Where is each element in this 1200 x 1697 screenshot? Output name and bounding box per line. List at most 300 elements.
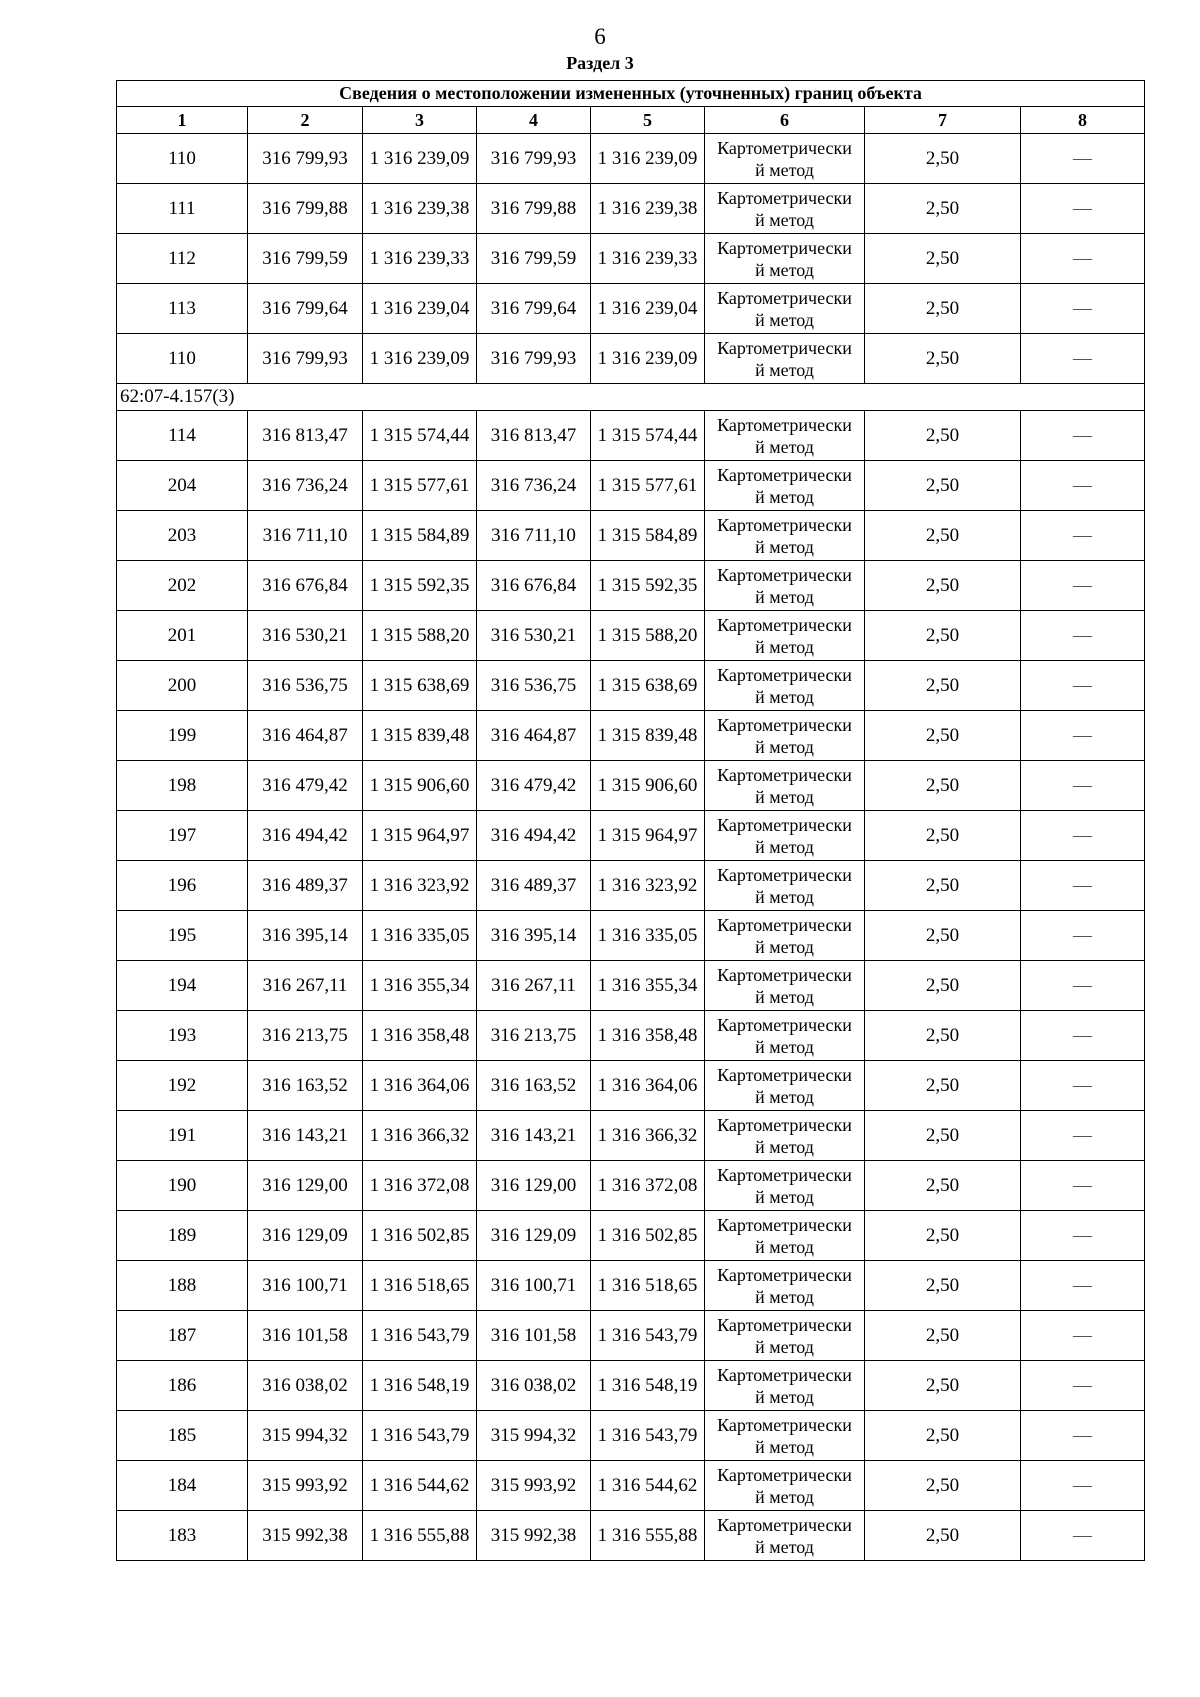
- method-text-line2: й метод: [755, 836, 814, 857]
- method-text-line1: Картометрически: [717, 237, 852, 258]
- method-text-line2: й метод: [755, 886, 814, 907]
- method-cell: [705, 1461, 865, 1511]
- section-title: Раздел 3: [566, 53, 634, 73]
- method-cell: [705, 911, 865, 961]
- y-refined-cell: 1 316 239,04: [591, 284, 705, 334]
- accuracy-cell: 2,50: [865, 1161, 1021, 1211]
- method-text-line1: Картометрически: [717, 814, 852, 835]
- point-number-cell: 189: [117, 1211, 248, 1261]
- description-cell: —: [1021, 1011, 1145, 1061]
- description-cell: —: [1021, 134, 1145, 184]
- description-cell: —: [1021, 911, 1145, 961]
- x-refined-cell: 316 711,10: [477, 511, 591, 561]
- y-existing-cell: 1 315 839,48: [363, 711, 477, 761]
- point-number-cell: 114: [117, 411, 248, 461]
- table-row: [117, 1511, 1145, 1561]
- accuracy-cell: 2,50: [865, 461, 1021, 511]
- y-refined-cell: 1 316 358,48: [591, 1011, 705, 1061]
- point-number-cell: 184: [117, 1461, 248, 1511]
- x-existing-cell: 316 736,24: [248, 461, 363, 511]
- accuracy-cell: 2,50: [865, 511, 1021, 561]
- method-text-line1: Картометрически: [717, 1414, 852, 1435]
- table-row: [117, 234, 1145, 284]
- method-cell: [705, 1061, 865, 1111]
- column-header: 1: [117, 107, 248, 134]
- method-text-line1: Картометрически: [717, 514, 852, 535]
- y-refined-cell: 1 316 555,88: [591, 1511, 705, 1561]
- method-cell: [705, 1261, 865, 1311]
- accuracy-cell: 2,50: [865, 961, 1021, 1011]
- y-existing-cell: 1 316 239,09: [363, 134, 477, 184]
- method-text-line1: Картометрически: [717, 1314, 852, 1335]
- point-number-cell: 112: [117, 234, 248, 284]
- method-text-line2: й метод: [755, 986, 814, 1007]
- method-text-line2: й метод: [755, 1486, 814, 1507]
- x-refined-cell: 316 799,93: [477, 334, 591, 384]
- description-cell: —: [1021, 961, 1145, 1011]
- description-cell: —: [1021, 334, 1145, 384]
- x-existing-cell: 316 267,11: [248, 961, 363, 1011]
- description-cell: —: [1021, 1061, 1145, 1111]
- column-header: 5: [591, 107, 705, 134]
- y-refined-cell: 1 316 518,65: [591, 1261, 705, 1311]
- method-text-line1: Картометрически: [717, 614, 852, 635]
- y-existing-cell: 1 316 555,88: [363, 1511, 477, 1561]
- x-existing-cell: 316 494,42: [248, 811, 363, 861]
- method-text-line2: й метод: [755, 1186, 814, 1207]
- method-cell: [705, 1511, 865, 1561]
- point-number-cell: 198: [117, 761, 248, 811]
- method-cell: [705, 411, 865, 461]
- table-row: [117, 1411, 1145, 1461]
- y-refined-cell: 1 316 239,33: [591, 234, 705, 284]
- y-refined-cell: 1 316 502,85: [591, 1211, 705, 1261]
- column-header: 3: [363, 107, 477, 134]
- method-cell: [705, 234, 865, 284]
- column-header: 7: [865, 107, 1021, 134]
- y-existing-cell: 1 316 239,04: [363, 284, 477, 334]
- x-refined-cell: 315 992,38: [477, 1511, 591, 1561]
- x-existing-cell: 316 799,64: [248, 284, 363, 334]
- table-row: [117, 511, 1145, 561]
- method-text-line1: Картометрически: [717, 1114, 852, 1135]
- method-cell: [705, 461, 865, 511]
- x-refined-cell: 316 038,02: [477, 1361, 591, 1411]
- y-refined-cell: 1 316 544,62: [591, 1461, 705, 1511]
- description-cell: —: [1021, 511, 1145, 561]
- method-text-line2: й метод: [755, 636, 814, 657]
- x-refined-cell: 316 736,24: [477, 461, 591, 511]
- method-text-line1: Картометрически: [717, 1264, 852, 1285]
- y-refined-cell: 1 316 543,79: [591, 1311, 705, 1361]
- method-text-line1: Картометрически: [717, 1464, 852, 1485]
- accuracy-cell: 2,50: [865, 611, 1021, 661]
- accuracy-cell: 2,50: [865, 1311, 1021, 1361]
- accuracy-cell: 2,50: [865, 661, 1021, 711]
- x-existing-cell: 316 129,00: [248, 1161, 363, 1211]
- y-refined-cell: 1 316 548,19: [591, 1361, 705, 1411]
- x-existing-cell: 316 799,88: [248, 184, 363, 234]
- x-refined-cell: 316 395,14: [477, 911, 591, 961]
- method-cell: [705, 1311, 865, 1361]
- table-row: [117, 1011, 1145, 1061]
- y-existing-cell: 1 316 543,79: [363, 1411, 477, 1461]
- table-row: [117, 961, 1145, 1011]
- method-cell: [705, 561, 865, 611]
- method-text-line1: Картометрически: [717, 1514, 852, 1535]
- x-existing-cell: 316 213,75: [248, 1011, 363, 1061]
- method-text-line2: й метод: [755, 1536, 814, 1557]
- table-row: [117, 1161, 1145, 1211]
- table-row: [117, 1111, 1145, 1161]
- accuracy-cell: 2,50: [865, 1411, 1021, 1461]
- accuracy-cell: 2,50: [865, 711, 1021, 761]
- x-existing-cell: 316 101,58: [248, 1311, 363, 1361]
- point-number-cell: 204: [117, 461, 248, 511]
- table-row: [117, 411, 1145, 461]
- table-row: [117, 284, 1145, 334]
- table-row: [117, 811, 1145, 861]
- x-existing-cell: 316 100,71: [248, 1261, 363, 1311]
- x-existing-cell: 316 489,37: [248, 861, 363, 911]
- y-refined-cell: 1 316 323,92: [591, 861, 705, 911]
- method-text-line2: й метод: [755, 209, 814, 230]
- table-row: [117, 661, 1145, 711]
- description-cell: —: [1021, 461, 1145, 511]
- x-existing-cell: 315 994,32: [248, 1411, 363, 1461]
- x-existing-cell: 316 395,14: [248, 911, 363, 961]
- y-refined-cell: 1 315 574,44: [591, 411, 705, 461]
- x-existing-cell: 316 813,47: [248, 411, 363, 461]
- y-existing-cell: 1 315 964,97: [363, 811, 477, 861]
- x-existing-cell: 316 530,21: [248, 611, 363, 661]
- point-number-cell: 200: [117, 661, 248, 711]
- y-refined-cell: 1 316 239,38: [591, 184, 705, 234]
- method-text-line1: Картометрически: [717, 137, 852, 158]
- x-refined-cell: 316 530,21: [477, 611, 591, 661]
- y-existing-cell: 1 316 502,85: [363, 1211, 477, 1261]
- description-cell: —: [1021, 284, 1145, 334]
- x-existing-cell: 316 163,52: [248, 1061, 363, 1111]
- method-text-line1: Картометрически: [717, 187, 852, 208]
- description-cell: —: [1021, 611, 1145, 661]
- y-existing-cell: 1 316 239,38: [363, 184, 477, 234]
- accuracy-cell: 2,50: [865, 761, 1021, 811]
- method-cell: [705, 511, 865, 561]
- method-text-line1: Картометрически: [717, 287, 852, 308]
- method-text-line1: Картометрически: [717, 1164, 852, 1185]
- accuracy-cell: 2,50: [865, 184, 1021, 234]
- point-number-cell: 113: [117, 284, 248, 334]
- x-refined-cell: 316 799,93: [477, 134, 591, 184]
- x-existing-cell: 316 799,93: [248, 134, 363, 184]
- point-number-cell: 111: [117, 184, 248, 234]
- method-text-line2: й метод: [755, 536, 814, 557]
- method-text-line2: й метод: [755, 359, 814, 380]
- y-existing-cell: 1 316 355,34: [363, 961, 477, 1011]
- y-refined-cell: 1 316 355,34: [591, 961, 705, 1011]
- method-text-line2: й метод: [755, 936, 814, 957]
- y-existing-cell: 1 316 323,92: [363, 861, 477, 911]
- x-existing-cell: 316 536,75: [248, 661, 363, 711]
- accuracy-cell: 2,50: [865, 334, 1021, 384]
- description-cell: —: [1021, 1461, 1145, 1511]
- method-text-line2: й метод: [755, 736, 814, 757]
- table-row: [117, 1261, 1145, 1311]
- x-refined-cell: 316 267,11: [477, 961, 591, 1011]
- accuracy-cell: 2,50: [865, 1511, 1021, 1561]
- description-cell: —: [1021, 1111, 1145, 1161]
- description-cell: —: [1021, 1411, 1145, 1461]
- table-body: [117, 134, 1145, 1561]
- method-text-line1: Картометрически: [717, 564, 852, 585]
- method-text-line1: Картометрически: [717, 914, 852, 935]
- column-header: 2: [248, 107, 363, 134]
- description-cell: —: [1021, 561, 1145, 611]
- description-cell: —: [1021, 861, 1145, 911]
- table-row: [117, 1211, 1145, 1261]
- description-cell: —: [1021, 661, 1145, 711]
- y-refined-cell: 1 315 638,69: [591, 661, 705, 711]
- table-row: [117, 761, 1145, 811]
- description-cell: —: [1021, 1511, 1145, 1561]
- point-number-cell: 192: [117, 1061, 248, 1111]
- y-existing-cell: 1 315 638,69: [363, 661, 477, 711]
- method-text-line1: Картометрически: [717, 414, 852, 435]
- x-existing-cell: 316 143,21: [248, 1111, 363, 1161]
- x-refined-cell: 316 494,42: [477, 811, 591, 861]
- y-refined-cell: 1 316 366,32: [591, 1111, 705, 1161]
- y-existing-cell: 1 316 364,06: [363, 1061, 477, 1111]
- y-refined-cell: 1 315 839,48: [591, 711, 705, 761]
- accuracy-cell: 2,50: [865, 861, 1021, 911]
- method-text-line1: Картометрически: [717, 864, 852, 885]
- table-row: [117, 184, 1145, 234]
- accuracy-cell: 2,50: [865, 1061, 1021, 1111]
- method-text-line2: й метод: [755, 786, 814, 807]
- method-text-line2: й метод: [755, 159, 814, 180]
- method-cell: [705, 711, 865, 761]
- x-existing-cell: 315 993,92: [248, 1461, 363, 1511]
- method-cell: [705, 811, 865, 861]
- point-number-cell: 201: [117, 611, 248, 661]
- x-refined-cell: 316 813,47: [477, 411, 591, 461]
- point-number-cell: 110: [117, 334, 248, 384]
- y-existing-cell: 1 315 592,35: [363, 561, 477, 611]
- y-refined-cell: 1 315 577,61: [591, 461, 705, 511]
- x-refined-cell: 316 129,00: [477, 1161, 591, 1211]
- method-text-line1: Картометрически: [717, 1064, 852, 1085]
- point-number-cell: 202: [117, 561, 248, 611]
- description-cell: —: [1021, 1211, 1145, 1261]
- x-existing-cell: 316 038,02: [248, 1361, 363, 1411]
- method-text-line1: Картометрически: [717, 964, 852, 985]
- accuracy-cell: 2,50: [865, 234, 1021, 284]
- y-existing-cell: 1 316 543,79: [363, 1311, 477, 1361]
- method-text-line1: Картометрически: [717, 1214, 852, 1235]
- column-header-row: [117, 107, 1145, 134]
- y-refined-cell: 1 316 335,05: [591, 911, 705, 961]
- x-refined-cell: 316 100,71: [477, 1261, 591, 1311]
- method-text-line2: й метод: [755, 436, 814, 457]
- point-number-cell: 203: [117, 511, 248, 561]
- y-existing-cell: 1 316 544,62: [363, 1461, 477, 1511]
- point-number-cell: 190: [117, 1161, 248, 1211]
- point-number-cell: 193: [117, 1011, 248, 1061]
- method-text-line1: Картометрически: [717, 714, 852, 735]
- method-cell: [705, 661, 865, 711]
- accuracy-cell: 2,50: [865, 1011, 1021, 1061]
- table-row: [117, 461, 1145, 511]
- y-existing-cell: 1 316 518,65: [363, 1261, 477, 1311]
- point-number-cell: 195: [117, 911, 248, 961]
- y-refined-cell: 1 316 364,06: [591, 1061, 705, 1111]
- description-cell: —: [1021, 761, 1145, 811]
- method-cell: [705, 961, 865, 1011]
- method-cell: [705, 1411, 865, 1461]
- description-cell: —: [1021, 184, 1145, 234]
- table-row: [117, 134, 1145, 184]
- method-text-line2: й метод: [755, 1336, 814, 1357]
- table-row: [117, 561, 1145, 611]
- boundary-coordinates-table: [116, 80, 1145, 1561]
- y-refined-cell: 1 316 543,79: [591, 1411, 705, 1461]
- accuracy-cell: 2,50: [865, 811, 1021, 861]
- description-cell: —: [1021, 711, 1145, 761]
- x-refined-cell: 316 464,87: [477, 711, 591, 761]
- x-refined-cell: 316 536,75: [477, 661, 591, 711]
- method-text-line2: й метод: [755, 486, 814, 507]
- point-number-cell: 191: [117, 1111, 248, 1161]
- description-cell: —: [1021, 811, 1145, 861]
- method-text-line1: Картометрически: [717, 1364, 852, 1385]
- method-cell: [705, 334, 865, 384]
- group-row: [117, 384, 1145, 411]
- x-refined-cell: 316 676,84: [477, 561, 591, 611]
- accuracy-cell: 2,50: [865, 411, 1021, 461]
- y-existing-cell: 1 315 584,89: [363, 511, 477, 561]
- method-text-line2: й метод: [755, 259, 814, 280]
- x-refined-cell: 316 489,37: [477, 861, 591, 911]
- table-row: [117, 1461, 1145, 1511]
- method-cell: [705, 861, 865, 911]
- point-number-cell: 194: [117, 961, 248, 1011]
- point-number-cell: 185: [117, 1411, 248, 1461]
- method-text-line1: Картометрически: [717, 664, 852, 685]
- description-cell: —: [1021, 411, 1145, 461]
- description-cell: —: [1021, 1361, 1145, 1411]
- column-header: 4: [477, 107, 591, 134]
- y-refined-cell: 1 315 584,89: [591, 511, 705, 561]
- x-refined-cell: 316 479,42: [477, 761, 591, 811]
- y-refined-cell: 1 315 592,35: [591, 561, 705, 611]
- point-number-cell: 197: [117, 811, 248, 861]
- x-refined-cell: 315 994,32: [477, 1411, 591, 1461]
- y-existing-cell: 1 315 577,61: [363, 461, 477, 511]
- point-number-cell: 188: [117, 1261, 248, 1311]
- method-text-line1: Картометрически: [717, 764, 852, 785]
- method-text-line2: й метод: [755, 1136, 814, 1157]
- column-header: 6: [705, 107, 865, 134]
- method-cell: [705, 1161, 865, 1211]
- accuracy-cell: 2,50: [865, 561, 1021, 611]
- y-existing-cell: 1 315 574,44: [363, 411, 477, 461]
- x-existing-cell: 316 479,42: [248, 761, 363, 811]
- method-text-line1: Картометрически: [717, 464, 852, 485]
- y-existing-cell: 1 316 548,19: [363, 1361, 477, 1411]
- y-existing-cell: 1 316 372,08: [363, 1161, 477, 1211]
- table-row: [117, 611, 1145, 661]
- point-number-cell: 196: [117, 861, 248, 911]
- method-text-line2: й метод: [755, 1386, 814, 1407]
- table-row: [117, 711, 1145, 761]
- x-refined-cell: 316 101,58: [477, 1311, 591, 1361]
- point-number-cell: 183: [117, 1511, 248, 1561]
- x-refined-cell: 316 213,75: [477, 1011, 591, 1061]
- accuracy-cell: 2,50: [865, 1261, 1021, 1311]
- accuracy-cell: 2,50: [865, 1361, 1021, 1411]
- method-text-line2: й метод: [755, 1436, 814, 1457]
- accuracy-cell: 2,50: [865, 1211, 1021, 1261]
- x-refined-cell: 315 993,92: [477, 1461, 591, 1511]
- accuracy-cell: 2,50: [865, 1111, 1021, 1161]
- method-cell: [705, 611, 865, 661]
- method-cell: [705, 761, 865, 811]
- x-refined-cell: 316 799,64: [477, 284, 591, 334]
- description-cell: —: [1021, 1261, 1145, 1311]
- accuracy-cell: 2,50: [865, 134, 1021, 184]
- table-row: [117, 1061, 1145, 1111]
- method-text-line2: й метод: [755, 586, 814, 607]
- x-refined-cell: 316 799,88: [477, 184, 591, 234]
- method-cell: [705, 184, 865, 234]
- y-existing-cell: 1 315 588,20: [363, 611, 477, 661]
- method-cell: [705, 1211, 865, 1261]
- x-existing-cell: 316 799,59: [248, 234, 363, 284]
- group-label: 62:07-4.157(3): [117, 384, 1145, 411]
- method-cell: [705, 284, 865, 334]
- y-existing-cell: 1 315 906,60: [363, 761, 477, 811]
- accuracy-cell: 2,50: [865, 1461, 1021, 1511]
- y-refined-cell: 1 315 964,97: [591, 811, 705, 861]
- description-cell: —: [1021, 234, 1145, 284]
- method-cell: [705, 134, 865, 184]
- method-text-line2: й метод: [755, 1236, 814, 1257]
- table-row: [117, 1311, 1145, 1361]
- method-cell: [705, 1011, 865, 1061]
- y-refined-cell: 1 316 372,08: [591, 1161, 705, 1211]
- y-existing-cell: 1 316 335,05: [363, 911, 477, 961]
- accuracy-cell: 2,50: [865, 911, 1021, 961]
- method-text-line2: й метод: [755, 1286, 814, 1307]
- method-text-line1: Картометрически: [717, 337, 852, 358]
- point-number-cell: 187: [117, 1311, 248, 1361]
- point-number-cell: 186: [117, 1361, 248, 1411]
- table-row: [117, 334, 1145, 384]
- x-refined-cell: 316 143,21: [477, 1111, 591, 1161]
- x-existing-cell: 316 129,09: [248, 1211, 363, 1261]
- y-existing-cell: 1 316 358,48: [363, 1011, 477, 1061]
- y-existing-cell: 1 316 239,09: [363, 334, 477, 384]
- x-existing-cell: 316 464,87: [248, 711, 363, 761]
- table-row: [117, 861, 1145, 911]
- method-text-line2: й метод: [755, 1036, 814, 1057]
- point-number-cell: 110: [117, 134, 248, 184]
- method-cell: [705, 1111, 865, 1161]
- method-text-line2: й метод: [755, 1086, 814, 1107]
- x-refined-cell: 316 799,59: [477, 234, 591, 284]
- description-cell: —: [1021, 1311, 1145, 1361]
